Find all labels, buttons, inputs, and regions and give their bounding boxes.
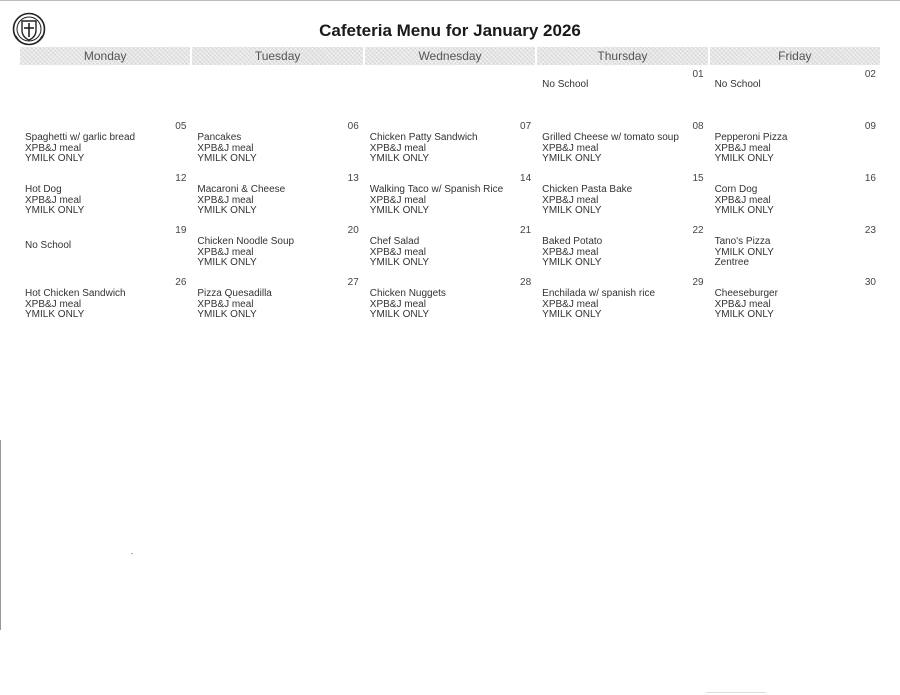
menu-item: XPB&J meal — [714, 194, 771, 206]
day-number: 21 — [520, 225, 532, 236]
calendar-day-cell — [20, 224, 192, 276]
day-number: 01 — [692, 69, 704, 80]
calendar-day-cell — [192, 120, 364, 172]
menu-item: YMILK ONLY — [542, 205, 602, 216]
calendar-day-cell — [537, 276, 709, 328]
menu-item: YMILK ONLY — [197, 153, 257, 164]
calendar-day-cell — [537, 120, 709, 172]
day-number: 19 — [175, 225, 187, 236]
menu-items — [197, 237, 294, 269]
day-number: 02 — [864, 69, 876, 80]
menu-items — [197, 185, 285, 217]
menu-item: Chicken Pasta Bake — [542, 184, 633, 195]
menu-item: XPB&J meal — [197, 194, 254, 206]
calendar-day-cell — [20, 68, 192, 120]
menu-items — [542, 237, 602, 269]
menu-item: XPB&J meal — [197, 142, 254, 154]
day-number: 27 — [347, 277, 359, 288]
header-wednesday: Wednesday — [365, 47, 535, 65]
menu-item: YMILK ONLY — [369, 257, 430, 268]
menu-item: YMILK ONLY — [197, 257, 257, 268]
menu-item: YMILK ONLY — [369, 309, 430, 320]
menu-items — [715, 80, 761, 91]
menu-items — [715, 237, 774, 269]
menu-item: YMILK ONLY — [714, 153, 774, 164]
menu-item: Baked Potato — [542, 236, 603, 247]
menu-item: YMILK ONLY — [369, 205, 430, 216]
day-number: 30 — [864, 277, 876, 288]
page-title: Cafeteria Menu for January 2026 — [319, 21, 581, 40]
day-number: 06 — [347, 121, 359, 132]
left-edge-mark — [0, 440, 1, 630]
menu-items — [715, 289, 778, 321]
menu-item: XPB&J meal — [25, 142, 82, 154]
day-number: 22 — [692, 225, 704, 236]
menu-items — [25, 185, 84, 217]
header-tuesday: Tuesday — [192, 47, 362, 65]
day-number: 16 — [864, 173, 876, 184]
menu-item: Chicken Noodle Soup — [197, 236, 295, 247]
menu-items — [25, 133, 135, 165]
menu-item: Enchilada w/ spanish rice — [542, 288, 656, 299]
day-number: 20 — [347, 225, 359, 236]
day-number: 12 — [175, 173, 187, 184]
day-number: 09 — [864, 121, 876, 132]
calendar-day-cell — [365, 172, 537, 224]
calendar-day-cell — [537, 172, 709, 224]
menu-item: YMILK ONLY — [25, 309, 85, 320]
menu-item: Zentree — [714, 257, 750, 268]
menu-item: No School — [25, 240, 72, 251]
menu-item: Hot Chicken Sandwich — [25, 288, 126, 299]
menu-item: YMILK ONLY — [25, 205, 85, 216]
menu-item: Hot Dog — [25, 184, 62, 195]
menu-items — [25, 241, 71, 252]
menu-items — [197, 133, 256, 165]
menu-item: YMILK ONLY — [542, 309, 602, 320]
header-monday: Monday — [20, 47, 190, 65]
calendar-day-cell — [710, 68, 882, 120]
menu-item: XPB&J meal — [369, 246, 426, 258]
weekday-header — [20, 47, 880, 65]
day-number: 07 — [520, 121, 532, 132]
day-number: 29 — [692, 277, 704, 288]
scan-speck — [131, 553, 133, 554]
menu-item: XPB&J meal — [542, 246, 599, 258]
calendar-day-cell — [710, 224, 882, 276]
calendar-day-cell — [192, 68, 364, 120]
menu-item: XPB&J meal — [197, 246, 254, 258]
day-number: 28 — [520, 277, 532, 288]
menu-item: XPB&J meal — [542, 142, 599, 154]
menu-item: XPB&J meal — [369, 142, 426, 154]
menu-item: Grilled Cheese w/ tomato soup — [542, 132, 679, 143]
scan-edge — [706, 692, 766, 693]
menu-items — [715, 185, 774, 217]
menu-items — [542, 133, 679, 165]
menu-item: Pepperoni Pizza — [714, 132, 788, 143]
menu-item: YMILK ONLY — [25, 153, 85, 164]
menu-items — [542, 289, 655, 321]
calendar-day-cell — [537, 68, 709, 120]
menu-item: Chicken Nuggets — [369, 288, 446, 299]
day-number: 13 — [347, 173, 359, 184]
menu-item: XPB&J meal — [542, 298, 599, 310]
menu-item: Spaghetti w/ garlic bread — [25, 132, 136, 143]
day-number: 05 — [175, 121, 187, 132]
menu-item: Cheeseburger — [714, 288, 778, 299]
calendar-day-cell — [365, 276, 537, 328]
menu-item: YMILK ONLY — [714, 205, 774, 216]
calendar-day-cell — [365, 120, 537, 172]
day-number: 23 — [864, 225, 876, 236]
calendar-day-cell — [710, 276, 882, 328]
menu-item: No School — [714, 79, 761, 90]
menu-item: No School — [542, 79, 589, 90]
menu-item: YMILK ONLY — [714, 309, 774, 320]
menu-item: Tano's Pizza — [714, 236, 771, 247]
menu-item: XPB&J meal — [197, 298, 254, 310]
menu-item: XPB&J meal — [369, 298, 426, 310]
calendar-day-cell — [365, 224, 537, 276]
calendar-day-cell — [365, 68, 537, 120]
menu-item: Corn Dog — [714, 184, 758, 195]
menu-item: YMILK ONLY — [542, 257, 602, 268]
menu-item: Macaroni & Cheese — [197, 184, 286, 195]
calendar-day-cell — [192, 172, 364, 224]
calendar-day-cell — [20, 276, 192, 328]
day-number: 15 — [692, 173, 704, 184]
day-number: 26 — [175, 277, 187, 288]
menu-item: YMILK ONLY — [714, 246, 774, 258]
menu-item: XPB&J meal — [714, 142, 771, 154]
menu-item: XPB&J meal — [25, 298, 82, 310]
menu-item: XPB&J meal — [25, 194, 82, 206]
menu-items — [370, 289, 446, 321]
top-border — [0, 0, 900, 1]
menu-items — [370, 237, 429, 269]
menu-item: Pancakes — [197, 132, 242, 143]
menu-items — [197, 289, 271, 321]
menu-item: Chicken Patty Sandwich — [369, 132, 478, 143]
menu-item: Pizza Quesadilla — [197, 288, 272, 299]
calendar-day-cell — [20, 172, 192, 224]
day-number: 08 — [692, 121, 704, 132]
menu-item: Walking Taco w/ Spanish Rice — [369, 184, 504, 195]
menu-items — [542, 80, 588, 91]
menu-item: XPB&J meal — [714, 298, 771, 310]
menu-item: YMILK ONLY — [369, 153, 430, 164]
menu-item: YMILK ONLY — [197, 205, 257, 216]
day-number: 14 — [520, 173, 532, 184]
menu-item: YMILK ONLY — [197, 309, 257, 320]
calendar-day-cell — [710, 120, 882, 172]
calendar-day-cell — [192, 276, 364, 328]
calendar-day-cell — [192, 224, 364, 276]
header-friday: Friday — [710, 47, 880, 65]
menu-items — [25, 289, 126, 321]
calendar-day-cell — [20, 120, 192, 172]
menu-items — [370, 133, 478, 165]
calendar-grid — [20, 68, 882, 328]
menu-item: XPB&J meal — [542, 194, 599, 206]
header-thursday: Thursday — [537, 47, 707, 65]
menu-item: Chef Salad — [369, 236, 420, 247]
calendar-day-cell — [710, 172, 882, 224]
menu-items — [370, 185, 503, 217]
calendar-day-cell — [537, 224, 709, 276]
menu-items — [715, 133, 788, 165]
menu-item: YMILK ONLY — [542, 153, 602, 164]
menu-item: XPB&J meal — [369, 194, 426, 206]
menu-items — [542, 185, 632, 217]
